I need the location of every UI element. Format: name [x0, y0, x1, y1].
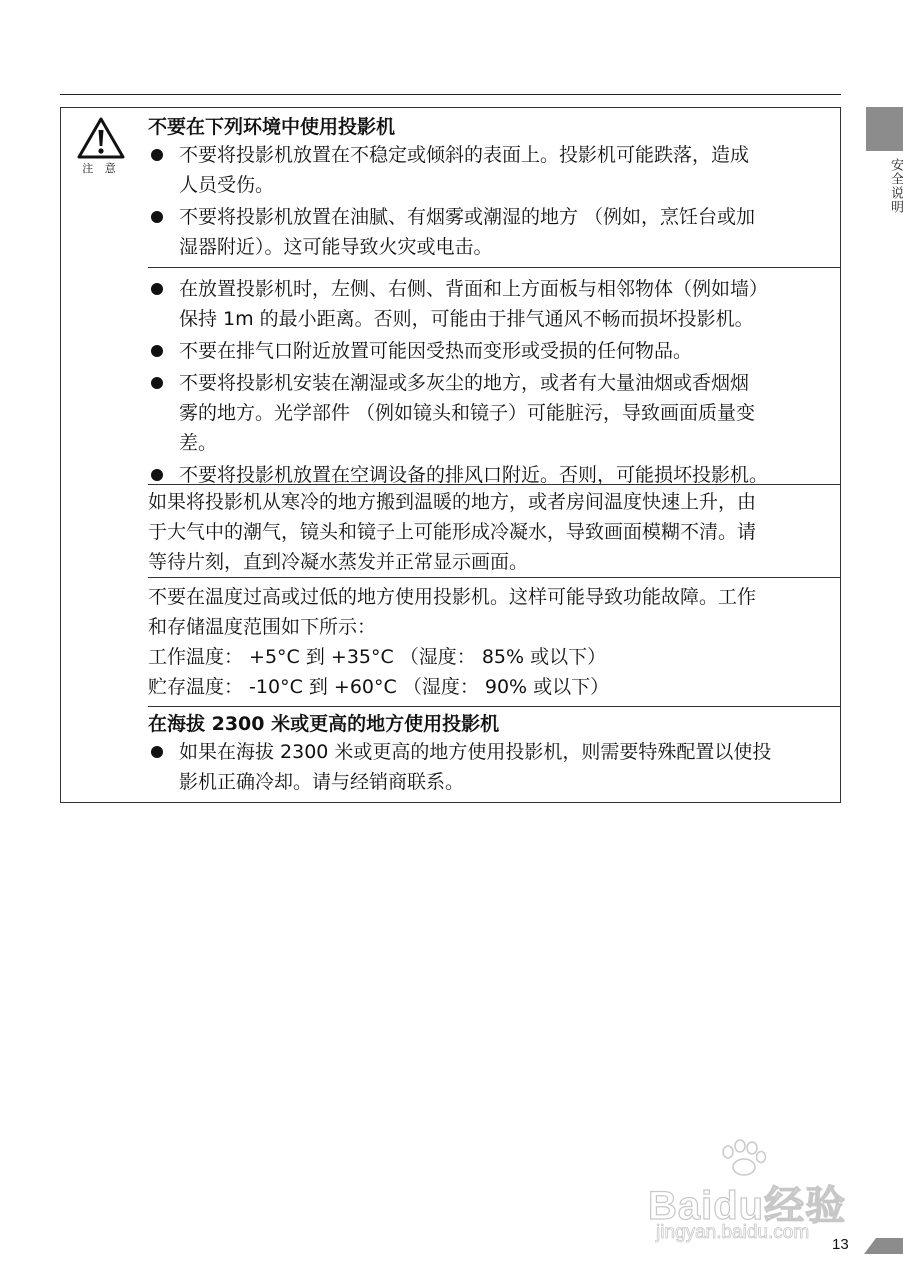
warning-triangle-icon: [76, 116, 126, 160]
bullet-line: 湿器附近）。这可能导致火灾或电击。: [179, 236, 493, 258]
section-altitude: [148, 706, 840, 802]
warning-icon-block: [71, 116, 131, 176]
side-tab-label: 安全说明: [888, 158, 903, 214]
bullet-line: 不要将投影机放置在不稳定或倾斜的表面上。投影机可能跌落，造成: [179, 144, 750, 166]
bullet-dot: [151, 746, 163, 758]
warning-caption: 注 意: [82, 162, 120, 175]
list-item: [148, 274, 828, 334]
bullet-dot: [151, 211, 163, 223]
list-item: [148, 336, 828, 366]
paragraph-line: 等待片刻，直到冷凝水蒸发并正常显示画面。: [148, 551, 529, 573]
bullet-line: 在放置投影机时，左侧、右侧、背面和上方面板与相邻物体（例如墙）: [179, 278, 769, 300]
bullet-dot: [151, 149, 163, 161]
watermark-logo: Baidu经验: [648, 1184, 847, 1228]
side-tab: [866, 107, 903, 151]
list-item: [148, 737, 828, 797]
section-heading: 在海拔 2300 米或更高的地方使用投影机: [148, 713, 500, 735]
section-environment: [148, 114, 840, 268]
list-item: [148, 140, 828, 200]
safety-box: [60, 107, 841, 803]
bullet-line: 不要将投影机放置在空调设备的排风口附近。否则，可能损坏投影机。: [179, 464, 769, 486]
paragraph-line: 于大气中的潮气，镜头和镜子上可能形成冷凝水，导致画面模糊不清。请: [148, 521, 757, 543]
paragraph-line: 如果将投影机从寒冷的地方搬到温暖的地方，或者房间温度快速上升，由: [148, 491, 757, 513]
bullet-line: 人员受伤。: [179, 174, 275, 196]
paragraph-line: 不要在温度过高或过低的地方使用投影机。这样可能导致功能故障。工作: [148, 586, 757, 608]
bullet-line: 不要在排气口附近放置可能因受热而变形或受损的任何物品。: [179, 340, 693, 362]
bullet-line: 如果在海拔 2300 米或更高的地方使用投影机，则需要特殊配置以使投: [179, 741, 772, 763]
condensation-paragraph: [148, 487, 828, 577]
section-heading: 不要在下列环境中使用投影机: [148, 116, 396, 138]
bullet-line: 影机正确冷却。请与经销商联系。: [179, 771, 465, 793]
bullet-dot: [151, 283, 163, 295]
watermark-url: jingyan.baidu.com: [656, 1222, 810, 1243]
paragraph-line: 和存储温度范围如下所示：: [148, 616, 377, 638]
bullet-line: 雾的地方。光学部件 （例如镜头和镜子）可能脏污，导致画面质量变: [179, 402, 756, 424]
bullet-line: 不要将投影机安装在潮湿或多灰尘的地方，或者有大量油烟或香烟烟: [179, 372, 750, 394]
section-temperature: [148, 577, 840, 707]
bullet-line: 保持 1m 的最小距离。否则，可能由于排气通风不畅而损坏投影机。: [179, 308, 754, 330]
storage-temperature: 贮存温度： -10°C 到 +60°C （湿度： 90% 或以下）: [148, 676, 610, 698]
bullet-dot: [151, 469, 163, 481]
bullet-dot: [151, 377, 163, 389]
bullet-dot: [151, 345, 163, 357]
section-condensation: [148, 484, 840, 578]
operating-temperature: 工作温度： +5°C 到 +35°C （湿度： 85% 或以下）: [148, 646, 607, 668]
temperature-paragraph: [148, 582, 828, 702]
page-number: 13: [832, 1236, 849, 1253]
paw-icon: [714, 1138, 774, 1178]
page-corner-tab: [864, 1238, 903, 1254]
top-rule: [60, 94, 841, 95]
bullet-line: 差。: [179, 432, 218, 454]
list-item: [148, 368, 828, 458]
section-placement: [148, 267, 840, 485]
list-item: [148, 202, 828, 262]
bullet-line: 不要将投影机放置在油腻、有烟雾或潮湿的地方 （例如，烹饪台或加: [179, 206, 756, 228]
